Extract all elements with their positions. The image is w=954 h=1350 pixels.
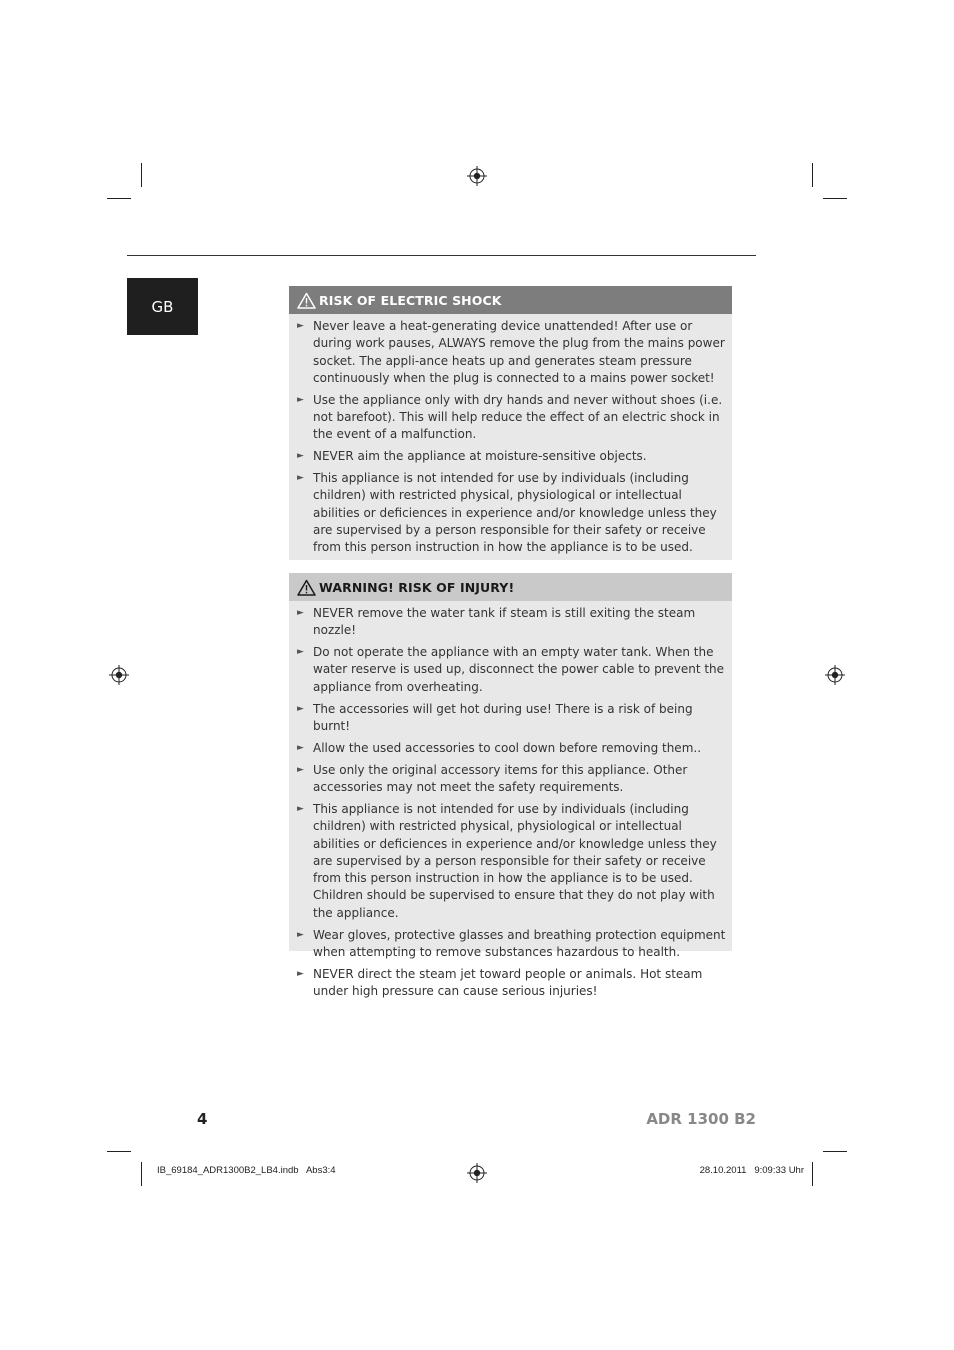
list-item <box>289 762 726 797</box>
section-title: WARNING! RISK OF INJURY! <box>319 579 515 595</box>
model-name: ADR 1300 B2 <box>646 1110 756 1128</box>
list-item <box>289 318 726 387</box>
list-item-text: Do not operate the appliance with an empty water tank. When the water reserve is used up, disconnect the power cable to prevent the appliance from overheating. <box>313 645 725 694</box>
section-title: RISK OF ELECTRIC SHOCK <box>319 292 502 308</box>
list-item-text: Wear gloves, protective glasses and breathing protection equipment when attempting to remove substances hazardous to health. <box>313 927 726 959</box>
warning-triangle-icon <box>297 292 316 309</box>
registration-mark-icon <box>467 1163 487 1183</box>
crop-mark <box>141 1162 142 1186</box>
arrow-bullet-icon: ► <box>297 608 304 618</box>
instruction-list <box>289 314 732 563</box>
arrow-bullet-icon: ► <box>297 473 304 484</box>
list-item <box>289 448 726 465</box>
arrow-bullet-icon: ► <box>297 803 304 814</box>
list-item-text: NEVER remove the water tank if steam is still exiting the steam nozzle! <box>313 606 696 638</box>
section-header <box>289 573 732 601</box>
list-item-text: Allow the used accessories to cool down before removing them.. <box>313 740 702 755</box>
list-item-text: This appliance is not intended for use by individuals (including children) with restricted physical, physiological or intellectual abilities or deficiences in experience and/or knowledge unless they are supervised by a person responsible for their safety or receive from this person instruction in how the appliance is to be used. Children should be supervised to ensure that they do not play with the appliance. <box>313 801 717 920</box>
list-item <box>289 801 726 922</box>
language-tab <box>127 278 198 335</box>
list-item-text: The accessories will get hot during use! There is a risk of being burnt! <box>313 701 693 733</box>
list-item <box>289 470 726 556</box>
list-item <box>289 392 726 444</box>
list-item-text: Never leave a heat-generating device unattended! After use or during work pauses, ALWAYS remove the plug from the mains power socket. The appli-ance heats up and generates steam pressure continuously when the plug is connected to a mains power socket! <box>313 319 725 385</box>
instruction-list <box>289 601 732 1007</box>
slug-date-time: 28.10.2011 9:09:33 Uhr <box>699 1165 804 1176</box>
list-item-text: This appliance is not intended for use by individuals (including children) with restricted physical, physiological or intellectual abilities or deficiences in experience and/or knowledge unless they are supervised by a person responsible for their safety or receive from this person instruction in how the appliance is to be used. <box>313 471 717 555</box>
header-rule <box>127 255 756 256</box>
section-header <box>289 286 732 314</box>
arrow-bullet-icon: ► <box>297 703 304 714</box>
list-item-text: NEVER direct the steam jet toward people or animals. Hot steam under high pressure can cause serious injuries! <box>313 966 703 999</box>
list-item-text: Use only the original accessory items for this appliance. Other accessories may not meet the safety requirements. <box>313 762 688 795</box>
list-item <box>289 740 726 757</box>
list-item-text: NEVER aim the appliance at moisture-sensitive objects. <box>313 449 647 464</box>
crop-mark <box>823 198 847 199</box>
risk-electric-shock-box <box>289 286 732 560</box>
crop-mark <box>141 163 142 187</box>
list-item <box>289 701 726 736</box>
warning-risk-injury-box <box>289 573 732 999</box>
arrow-bullet-icon: ► <box>297 451 304 462</box>
arrow-bullet-icon: ► <box>297 742 304 753</box>
crop-mark <box>823 1151 847 1152</box>
arrow-bullet-icon: ► <box>297 929 304 940</box>
crop-mark <box>812 163 813 187</box>
registration-mark-icon <box>467 166 487 186</box>
arrow-bullet-icon: ► <box>297 647 304 658</box>
list-item <box>289 966 726 1001</box>
arrow-bullet-icon: ► <box>297 321 304 331</box>
crop-mark <box>107 1151 131 1152</box>
registration-mark-icon <box>825 665 845 685</box>
slug-file-info: IB_69184_ADR1300B2_LB4.indb Abs3:4 <box>157 1165 336 1176</box>
arrow-bullet-icon: ► <box>297 394 304 405</box>
crop-mark <box>812 1162 813 1186</box>
crop-mark <box>107 198 131 199</box>
arrow-bullet-icon: ► <box>297 968 304 979</box>
registration-mark-icon <box>109 665 129 685</box>
list-item <box>289 605 726 640</box>
language-tab-label: GB <box>151 297 174 316</box>
list-item <box>289 644 726 696</box>
warning-triangle-icon <box>297 579 316 596</box>
list-item <box>289 927 726 962</box>
page-number: 4 <box>197 1110 208 1128</box>
list-item-text: Use the appliance only with dry hands and never without shoes (i.e. not barefoot). This will help reduce the effect of an electric shock in the event of a malfunction. <box>313 392 723 442</box>
arrow-bullet-icon: ► <box>297 764 304 775</box>
